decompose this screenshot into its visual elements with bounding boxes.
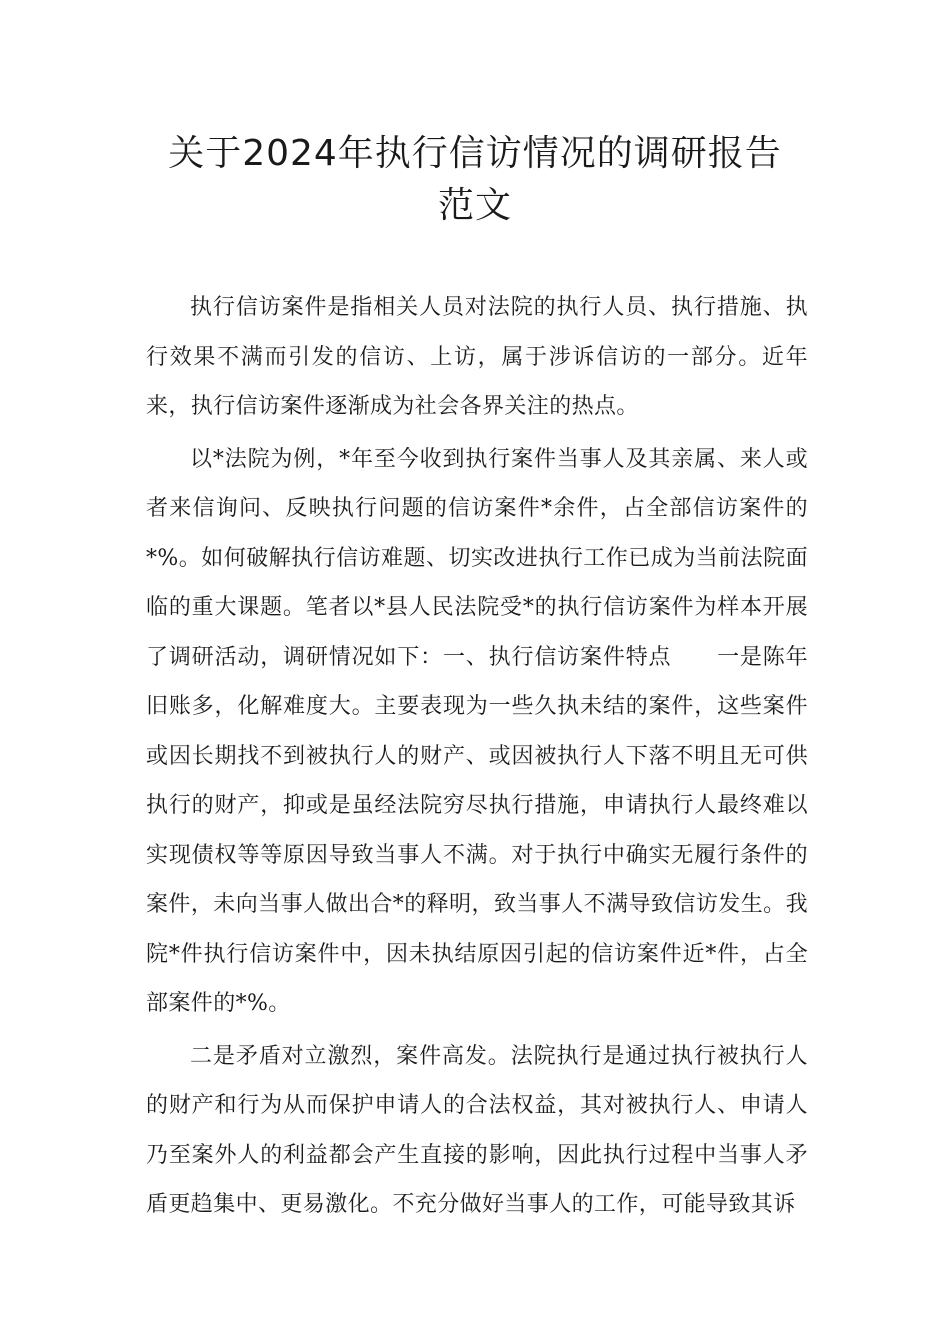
paragraph-2: 以*法院为例，*年至今收到执行案件当事人及其亲属、来人或者来信询问、反映执行问题的信访案件*余件，占全部信访案件的*%。如何破解执行信访难题、切实改进执行工作已成为当前法院面临的重大课题。笔者以*县人民法院受*的执行信访案件为样本开展了调研活动，调研情况如下：一、执行信访案件特点 一是陈年旧账多，化解难度大。主要表现为一些久执未结的案件，这些案件或因长期找不到被执行人的财产、或因被执行人下落不明且无可供执行的财产，抑或是虽经法院穷尽执行措施，申请执行人最终难以实现债权等等原因导致当事人不满。对于执行中确实无履行条件的案件，未向当事人做出合*的释明，致当事人不满导致信访发生。我院*件执行信访案件中，因未执结原因引起的信访案件近*件，占全部案件的*%。 <box>146 446 808 1016</box>
paragraph-3: 二是矛盾对立激烈，案件高发。法院执行是通过执行被执行人的财产和行为从而保护申请人的合法权益，其对被执行人、申请人乃至案外人的利益都会产生直接的影响，因此执行过程中当事人矛盾更趋集中、更易激化。不充分做好当事人的工作，可能导致其诉 <box>146 1043 808 1217</box>
document-title <box>120 128 830 232</box>
title-line-1: 关于2024年执行信访情况的调研报告 <box>168 133 782 174</box>
document-body <box>146 283 808 1233</box>
paragraph-1: 执行信访案件是指相关人员对法院的执行人员、执行措施、执行效果不满而引发的信访、上访，属于涉诉信访的一部分。近年来，执行信访案件逐渐成为社会各界关注的热点。 <box>146 295 808 419</box>
title-line-2: 范文 <box>437 185 512 226</box>
